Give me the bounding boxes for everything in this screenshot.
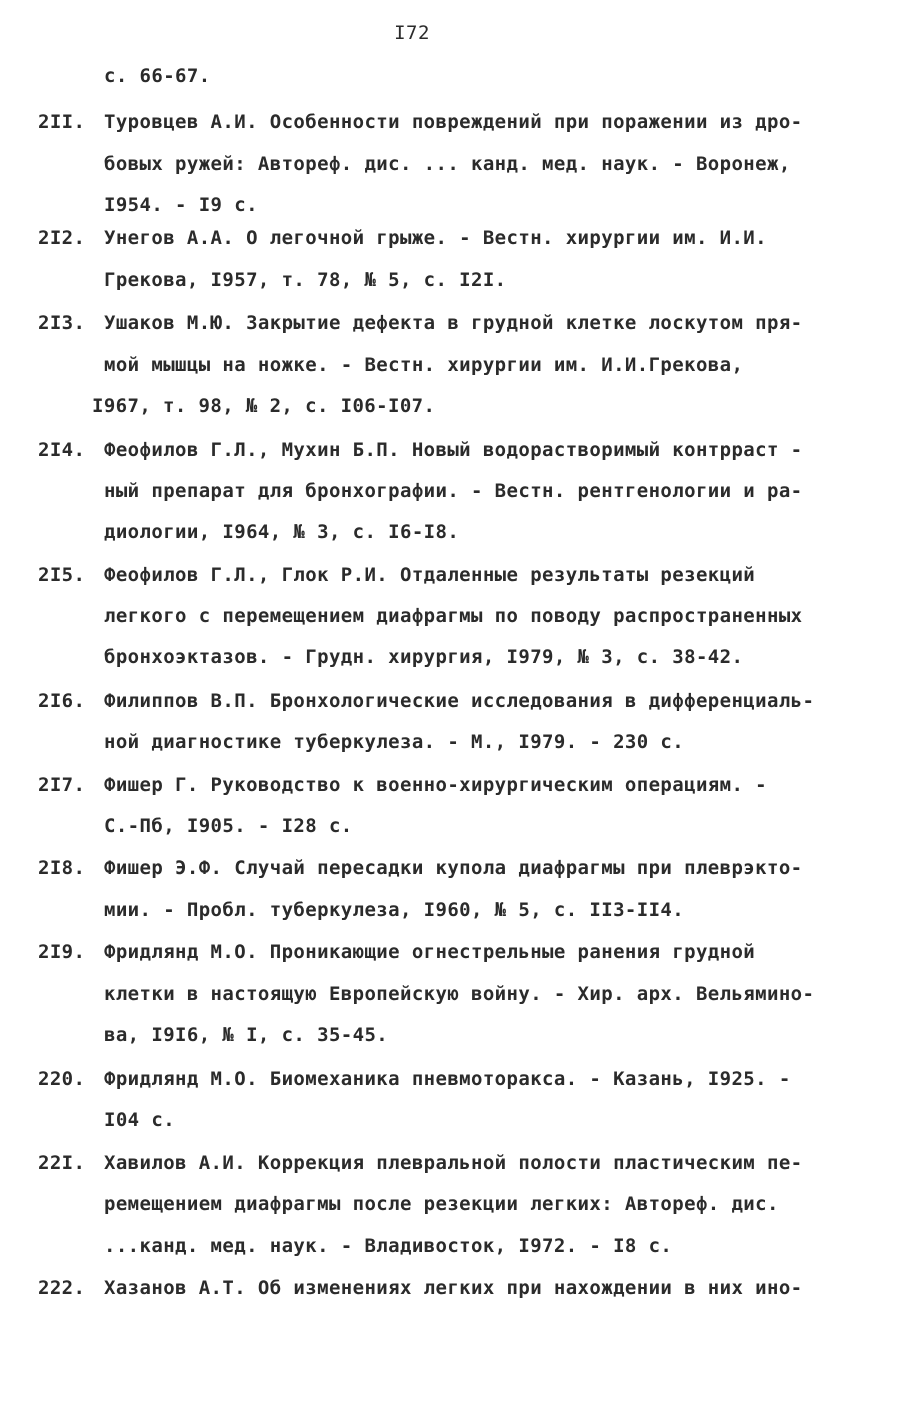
entry-line: Грекова, I957, т. 78, № 5, с. I2I. [104,269,507,291]
entry-line: Туровцев А.И. Особенности повреждений при поражении из дро- [104,111,803,133]
entry-line: Хазанов А.Т. Об изменениях легких при нахождении в них ино- [104,1277,803,1299]
entry-line: Фишер Э.Ф. Случай пересадки купола диафрагмы при плеврэкто- [104,857,803,879]
entry-number: 2I7. [38,774,86,796]
entry-line: I04 с. [104,1109,176,1131]
entry-number: 220. [38,1068,86,1090]
entry-line: Хавилов А.И. Коррекция плевральной полости пластическим пе- [104,1152,803,1174]
entry-line: Феофилов Г.Л., Глок Р.И. Отдаленные результаты резекций [104,564,756,586]
entry-line: бронхоэктазов. - Грудн. хирургия, I979, № 3, с. 38-42. [104,646,744,668]
entry-number: 2I5. [38,564,86,586]
entry-line: ва, I9I6, № I, с. 35-45. [104,1024,389,1046]
entry-number: 2I3. [38,312,86,334]
entry-line: диологии, I964, № 3, с. I6-I8. [104,521,460,543]
continuation-line: с. 66-67. [104,65,211,87]
entry-number: 2I2. [38,227,86,249]
entry-line: бовых ружей: Автореф. дис. ... канд. мед. наук. - Воронеж, [104,153,791,175]
entry-line: Унегов А.А. О легочной грыже. - Вестн. хирургии им. И.И. [104,227,767,249]
entry-number: 2I8. [38,857,86,879]
entry-line: ной диагностике туберкулеза. - М., I979. - 230 с. [104,731,685,753]
entry-line: Феофилов Г.Л., Мухин Б.П. Новый водорастворимый контрраст - [104,439,803,461]
entry-line: мой мышцы на ножке. - Вестн. хирургии им. И.И.Грекова, [104,354,744,376]
entry-line: клетки в настоящую Европейскую войну. - Хир. арх. Вельямино- [104,983,815,1005]
entry-line: Филиппов В.П. Бронхологические исследования в дифференциаль- [104,690,815,712]
entry-line: ремещением диафрагмы после резекции легких: Автореф. дис. [104,1193,779,1215]
entry-line: Ушаков М.Ю. Закрытие дефекта в грудной клетке лоскутом пря- [104,312,803,334]
entry-line: ный препарат для бронхографии. - Вестн. рентгенологии и ра- [104,480,803,502]
entry-line: ...канд. мед. наук. - Владивосток, I972. - I8 с. [104,1235,673,1257]
entry-line: Фридлянд М.О. Биомеханика пневмоторакса. - Казань, I925. - [104,1068,791,1090]
entry-line: С.-Пб, I905. - I28 с. [104,815,353,837]
entry-number: 222. [38,1277,86,1299]
entry-number: 2I6. [38,690,86,712]
entry-number: 2II. [38,111,86,133]
page-number: I72 [394,22,430,44]
entry-number: 2I4. [38,439,86,461]
entry-line: I954. - I9 с. [104,194,258,216]
entry-line: мии. - Пробл. туберкулеза, I960, № 5, с. II3-II4. [104,899,685,921]
entry-line: легкого с перемещением диафрагмы по поводу распространенных [104,605,803,627]
entry-line: I967, т. 98, № 2, с. I06-I07. [92,395,436,417]
entry-line: Фишер Г. Руководство к военно-хирургическим операциям. - [104,774,767,796]
entry-line: Фридлянд М.О. Проникающие огнестрельные ранения грудной [104,941,756,963]
entry-number: 2I9. [38,941,86,963]
entry-number: 22I. [38,1152,86,1174]
